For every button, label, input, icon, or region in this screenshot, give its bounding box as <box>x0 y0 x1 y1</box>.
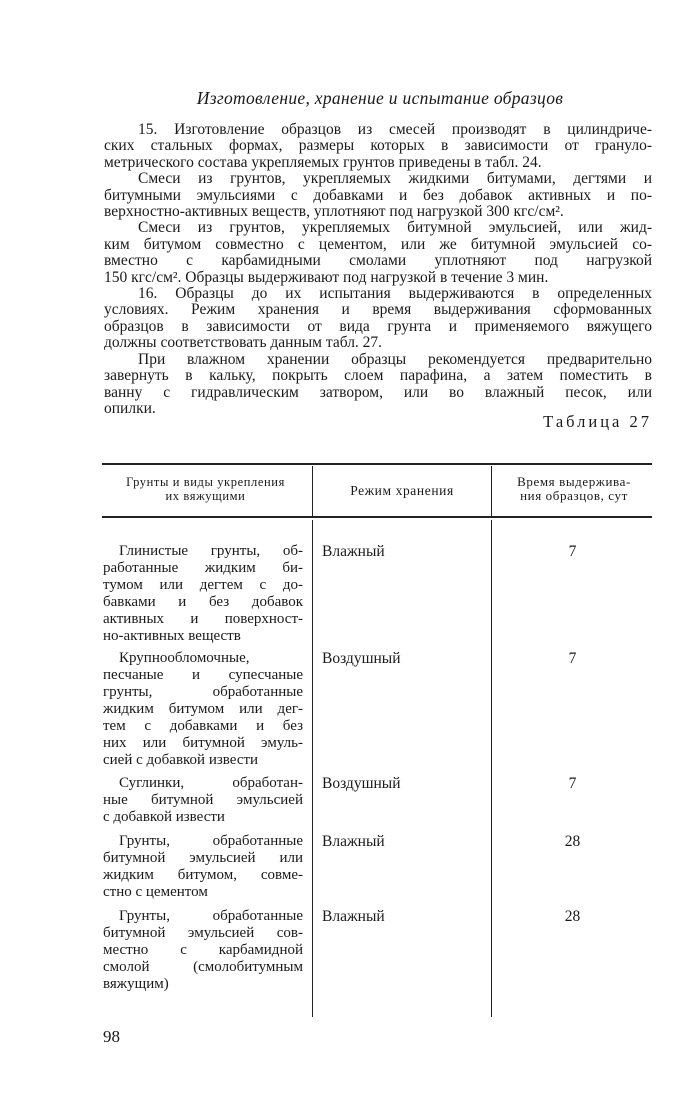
paragraph-line: условиях. Режим хранения и время выдерживания сформованных <box>104 301 652 319</box>
header-line: Грунты и виды укрепления <box>126 475 285 489</box>
paragraph-line: верхностно-активных веществ, уплотняют под нагрузкой 300 кгс/см². <box>104 203 564 221</box>
paragraph-line: битумными эмульсиями с добавками и без добавок активных и по- <box>104 186 652 204</box>
cell-line: жидким битумом или дег- <box>103 701 303 717</box>
table-cell-soil <box>103 908 303 993</box>
cell-line: с добавкой извести <box>103 809 225 825</box>
cell-line: но-активных веществ <box>103 628 241 644</box>
header-line: ния образцов, сут <box>520 488 628 503</box>
header-line: Время выдержива- <box>517 474 631 489</box>
column-divider <box>312 466 313 516</box>
paragraph-line: образцов в зависимости от вида грунта и применяемого вяжущего <box>104 317 652 335</box>
table-cell-mode: Воздушный <box>322 775 401 792</box>
cell-line: песчаные и супесчаные <box>103 667 303 683</box>
header-mode <box>314 484 490 498</box>
header-days <box>494 475 654 503</box>
paragraph-line: Смеси из грунтов, укрепляемых жидкими битумами, дегтями и <box>138 170 652 188</box>
cell-line: бавками и без добавок <box>103 594 303 610</box>
paragraph-line: опилки. <box>104 399 156 417</box>
header-soil <box>103 475 308 503</box>
table-cell-soil <box>103 833 303 901</box>
paragraph-line: метрического состава укрепляемых грунтов приведены в табл. 24. <box>104 153 542 171</box>
running-header: Изготовление, хранение и испытание образцов <box>196 88 564 108</box>
paragraph-line: 16. Образцы до их испытания выдерживаются в определенных <box>138 285 652 303</box>
table-cell-days: 7 <box>568 775 577 792</box>
cell-line: тем с добавками и без <box>103 718 303 734</box>
table-top-rule <box>102 463 652 465</box>
table-cell-days: 7 <box>568 543 577 560</box>
table-cell-mode: Влажный <box>322 908 385 925</box>
table-cell-mode: Влажный <box>322 833 385 850</box>
table-cell-mode: Воздушный <box>322 650 401 667</box>
table-cell-days: 28 <box>564 833 581 850</box>
cell-line: битумной эмульсией или <box>103 850 303 866</box>
table-cell-soil <box>103 775 303 826</box>
cell-line: смолой (смолобитумным <box>103 959 303 975</box>
cell-line: ные битумной эмульсией <box>103 792 303 808</box>
table-cell-days: 28 <box>564 908 581 925</box>
cell-line: работанные жидким би- <box>103 560 303 576</box>
cell-line: Крупнообломочные, <box>119 650 250 666</box>
cell-line: Глинистые грунты, об- <box>119 543 303 559</box>
paragraph-line: ким битумом совместно с цементом, или же битумной эмульсией со- <box>104 235 652 253</box>
cell-line: Суглинки, обработан- <box>119 775 303 791</box>
cell-line: тумом или дегтем с до- <box>103 577 303 593</box>
table-cell-soil <box>103 543 303 645</box>
column-divider <box>491 466 492 516</box>
cell-line: вяжущим) <box>103 976 169 992</box>
body-text <box>104 122 652 417</box>
table-header-rule <box>102 516 652 518</box>
paragraph-line: 150 кгс/см². Образцы выдерживают под нагрузкой в течение 3 мин. <box>104 268 549 286</box>
header-line: их вяжущими <box>165 489 246 503</box>
page-number: 98 <box>103 1027 120 1046</box>
paragraph-line: завернуть в кальку, покрыть слоем парафина, а затем поместить в <box>104 367 652 385</box>
paragraph-line: должны соответствовать данным табл. 27. <box>104 334 383 352</box>
column-divider <box>491 520 492 1017</box>
cell-line: них или битумной эмуль- <box>103 735 303 751</box>
table-cell-mode: Влажный <box>322 543 385 560</box>
cell-line: местно с карбамидной <box>103 942 303 958</box>
table-cell-days: 7 <box>568 650 577 667</box>
paragraph-line: вместно с карбамидными смолами уплотняют под нагрузкой <box>104 252 652 270</box>
cell-line: активных и поверхност- <box>103 611 303 627</box>
paragraph-line: 15. Изготовление образцов из смесей производят в цилиндриче- <box>138 121 652 138</box>
paragraph-line: ских стальных формах, размеры которых в зависимости от грануло- <box>104 137 652 155</box>
header-line: Режим хранения <box>350 483 454 498</box>
table-cell-soil <box>103 650 303 769</box>
cell-line: жидким битумом, совме- <box>103 867 303 883</box>
paragraph-line: При влажном хранении образцы рекомендуется предварительно <box>138 350 652 368</box>
paragraph-line: ванну с гидравлическим затвором, или во влажный песок, или <box>104 383 652 401</box>
paragraph-line: Смеси из грунтов, укрепляемых битумной эмульсией, или жид- <box>138 219 652 237</box>
cell-line: Грунты, обработанные <box>119 908 303 924</box>
column-divider <box>312 520 313 1017</box>
cell-line: грунты, обработанные <box>103 684 303 700</box>
cell-line: Грунты, обработанные <box>119 833 303 849</box>
cell-line: сией с добавкой извести <box>103 752 259 768</box>
cell-line: стно с цементом <box>103 884 208 900</box>
cell-line: битумной эмульсией сов- <box>103 925 303 941</box>
table-caption: Таблица 27 <box>543 412 652 431</box>
